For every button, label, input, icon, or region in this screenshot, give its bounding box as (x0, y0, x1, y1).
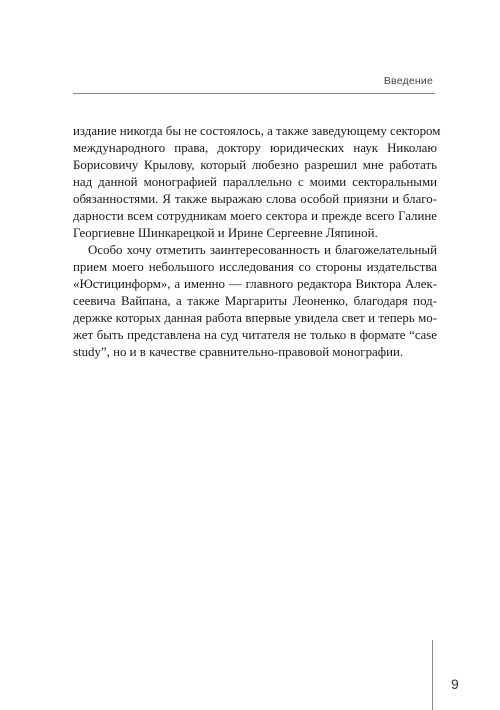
header-rule (73, 93, 435, 94)
text-line: Борисовичу Крылову, который любезно разрешил мне работать (73, 158, 437, 172)
paragraph-1 (73, 123, 441, 242)
page-number: 9 (451, 676, 459, 692)
running-header-title: Введение (383, 75, 433, 87)
footer-rule (432, 640, 433, 710)
text-line: «Юстицинформ», а именно — главного редактора Виктора Алек- (73, 277, 437, 291)
paragraph-2 (73, 242, 437, 361)
text-line: сеевича Вайпана, а также Маргариты Леоненко, благодаря под- (73, 294, 437, 308)
text-line: обязанностями. Я также выражаю слова особой приязни и благо- (73, 192, 437, 206)
text-line: издание никогда бы не состоялось, а также заведующему сектором (73, 124, 441, 138)
text-line: прием моего небольшого исследования со стороны издательства (73, 260, 437, 274)
text-line: международного права, доктору юридических наук Николаю (73, 141, 437, 155)
page-body (73, 123, 441, 361)
text-line: Георгиевне Шинкарецкой и Ирине Сергеевне Ляпиной. (73, 226, 378, 240)
text-line: Особо хочу отметить заинтересованность и благожелательный (88, 243, 437, 257)
text-line: держке которых данная работа впервые увидела свет и теперь мо- (73, 311, 437, 325)
text-line: дарности всем сотрудникам моего сектора и прежде всего Галине (73, 209, 437, 223)
text-line: жет быть представлена на суд читателя не только в формате “case (73, 328, 437, 342)
text-line: study”, но и в качестве сравнительно-правовой монографии. (73, 345, 404, 359)
text-line: над данной монографией параллельно с моими секторальными (73, 175, 437, 189)
